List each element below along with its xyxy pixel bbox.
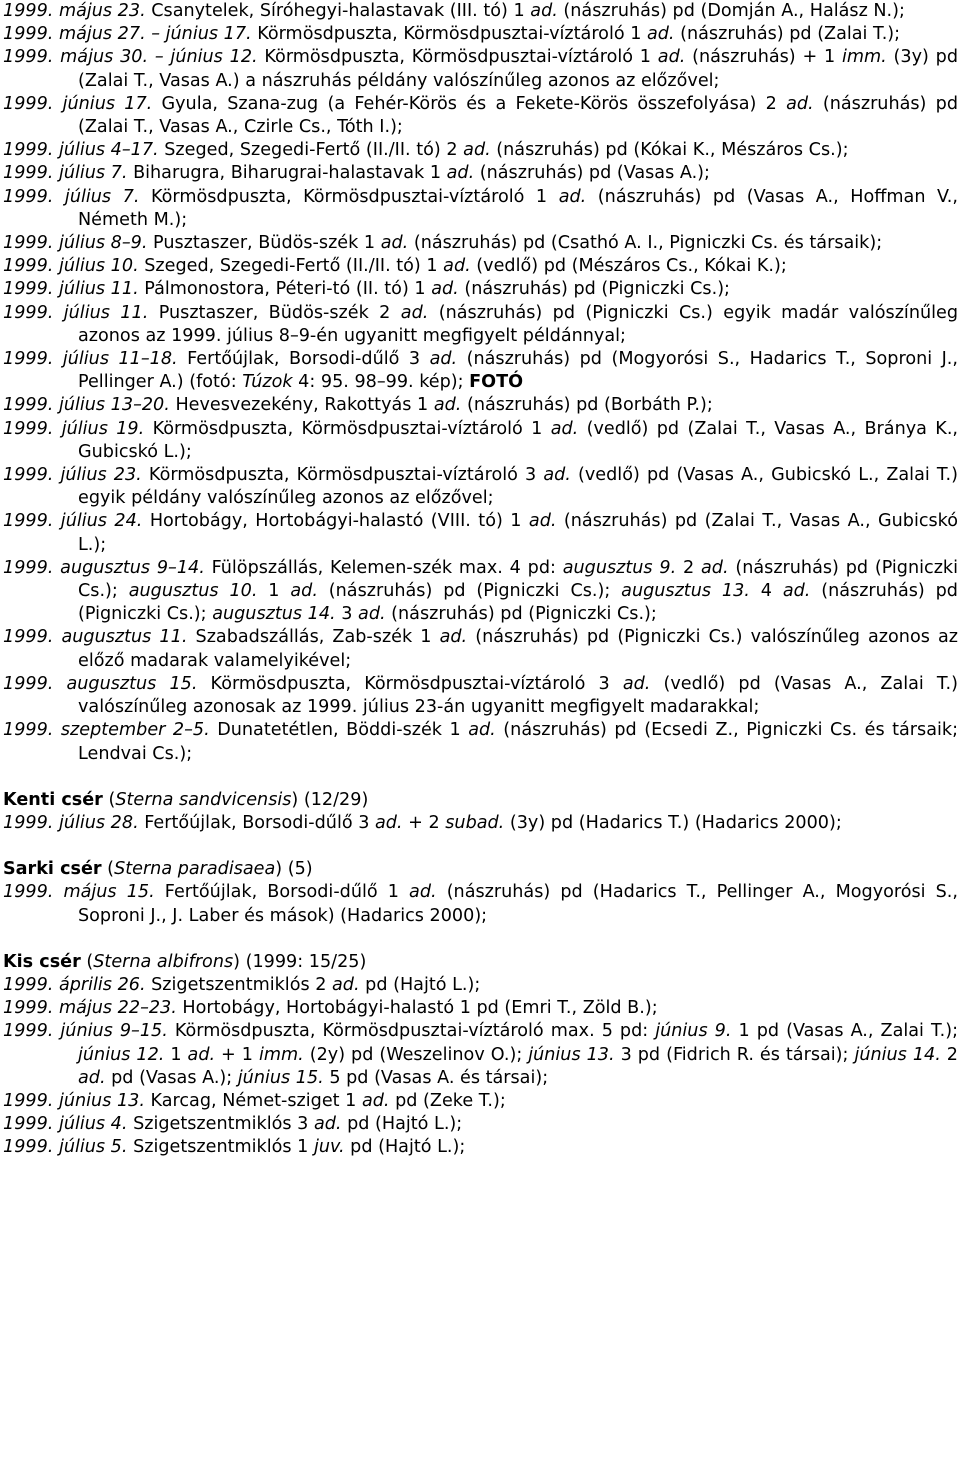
italic-text: 1999. július 7. (3, 186, 140, 207)
text-run: Hevesvezekény, Rakottyás 1 (169, 395, 434, 416)
section-gap (3, 928, 958, 951)
text-run: (nászruhás) pd (Ecsedi Z., Pigniczki Cs. és társaik; Lendvai Cs.); (78, 720, 958, 764)
observation-list (3, 812, 958, 835)
italic-text: ad. (446, 163, 475, 184)
observation-list (3, 881, 958, 927)
text-run: 3 (335, 604, 359, 625)
italic-text: 1999. június 13. (3, 1090, 145, 1111)
italic-text: Sterna sandvicensis (115, 789, 292, 810)
italic-text: 1999. május 30. – június 12. (3, 47, 258, 68)
italic-text: 1999. szeptember 2–5. (3, 720, 210, 741)
text-run: (vedlő) pd (Vasas A., Gubicskó L., Zalai T.) egyik példány valószínűleg azonos az előzővel; (78, 465, 958, 509)
observation-entry (3, 93, 958, 139)
species-heading (3, 858, 958, 881)
text-run: (nászruhás) + 1 (685, 47, 842, 68)
observation-entry (3, 997, 958, 1020)
text-run: Dunatetétlen, Böddi-szék 1 (209, 720, 469, 741)
italic-text: imm. (258, 1044, 304, 1065)
italic-text: 1999. július 13–20. (3, 395, 170, 416)
italic-text: 1999. július 11. (3, 279, 139, 300)
text-run: Körmösdpuszta, Körmösdpusztai-víztároló max. 5 pd: (167, 1021, 656, 1042)
italic-text: Sterna paradisaea (114, 859, 276, 880)
italic-text: ad. (439, 627, 468, 648)
observation-entry (3, 510, 958, 556)
text-run: 1 pd (Vasas A., Zalai T.); (731, 1021, 959, 1042)
text-run: ( (80, 951, 94, 972)
italic-text: ad. (313, 1114, 342, 1135)
text-run: (nászruhás) pd (Csathó A. I., Pigniczki Cs. és társaik); (408, 233, 883, 254)
italic-text: ad. (361, 1090, 390, 1111)
observation-entry (3, 557, 958, 627)
text-run: Fertőújlak, Borsodi-dűlő 3 (138, 812, 375, 833)
observation-entry (3, 139, 958, 162)
text-run: + 1 (215, 1044, 259, 1065)
italic-text: Túzok (242, 372, 293, 393)
italic-text: ad. (558, 186, 587, 207)
observation-entry (3, 974, 958, 997)
observation-list-continued (3, 0, 958, 766)
species-section-kis-cser (3, 951, 958, 1160)
observation-entry (3, 348, 958, 394)
text-run: Fertőújlak, Borsodi-dűlő 1 (154, 882, 410, 903)
observation-entry (3, 46, 958, 92)
text-run: (nászruhás) pd (Kókai K., Mészáros Cs.); (490, 140, 849, 161)
text-run: (3y) pd (Zalai T., Vasas A.) a nászruhás példány valószínűleg azonos az előzővel; (78, 47, 959, 91)
italic-text: ad. (431, 279, 459, 300)
species-section-kenti-cser (3, 789, 958, 835)
text-run: (nászruhás) pd (Zalai T.); (674, 24, 901, 45)
observation-entry (3, 1113, 958, 1136)
text-run: 3 pd (Fidrich R. és társai); (614, 1044, 855, 1065)
observation-entry (3, 1136, 958, 1159)
italic-text: ad. (380, 233, 409, 254)
text-run: Hortobágy, Hortobágyi-halastó 1 pd (Emri T., Zöld B.); (176, 998, 658, 1019)
bold-text: Sarki csér (3, 859, 102, 880)
text-run: ( (102, 789, 116, 810)
observation-entry (3, 673, 958, 719)
italic-text: 1999. augusztus 9–14. (3, 557, 205, 578)
text-run: Szigetszentmiklós 3 (127, 1114, 314, 1135)
text-run: + 2 (402, 812, 446, 833)
text-run: 2 (940, 1044, 958, 1065)
text-run: (nászruhás) pd (Pigniczki Cs.); (385, 604, 657, 625)
italic-text: ad. (657, 47, 686, 68)
italic-text: június 13. (528, 1044, 615, 1065)
italic-text: június 14. (854, 1044, 941, 1065)
observation-entry (3, 1020, 958, 1090)
italic-text: ad. (332, 974, 360, 995)
observation-entry (3, 464, 958, 510)
italic-text: június 15. (237, 1067, 324, 1088)
text-run: pd (Vasas A.); (105, 1067, 238, 1088)
italic-text: ad. (409, 882, 437, 903)
text-run: (nászruhás) pd (Hadarics T., Pellinger A., Mogyorósi S., Soproni J., J. Laber és mások) (Hadarics 2000); (78, 882, 958, 926)
italic-text: 1999. július 24. (3, 511, 143, 532)
italic-text: 1999. augusztus 11. (3, 627, 188, 648)
italic-text: ad. (622, 673, 651, 694)
observation-entry (3, 394, 958, 417)
text-run: Szigetszentmiklós 1 (127, 1137, 314, 1158)
text-run: (3y) pd (Hadarics T.) (Hadarics 2000); (504, 812, 842, 833)
italic-text: ad. (701, 557, 729, 578)
text-run: (2y) pd (Weszelinov O.); (303, 1044, 529, 1065)
text-run: ) (1999: 15/25) (233, 951, 367, 972)
text-run: 5 pd (Vasas A. és társai); (323, 1067, 549, 1088)
text-run: (nászruhás) pd (Pigniczki Cs.) egyik madár valószínűleg azonos az 1999. július 8–9-én ugyanitt megfigyelt példánnyal; (78, 302, 958, 346)
text-run: Pálmonostora, Péteri-tó (II. tó) 1 (138, 279, 432, 300)
italic-text: ad. (468, 720, 496, 741)
text-run: Pusztaszer, Büdös-szék 1 (147, 233, 381, 254)
italic-text: ad. (429, 349, 458, 370)
bold-text: FOTÓ (469, 372, 524, 393)
observation-entry (3, 1090, 958, 1113)
observation-entry (3, 23, 958, 46)
text-run: (nászruhás) pd (Pigniczki Cs.) valószínűleg azonos az előző madarak valamelyikével; (78, 627, 958, 671)
italic-text: 1999. július 8–9. (3, 233, 148, 254)
text-run: Körmösdpuszta, Körmösdpusztai-víztároló 1 (251, 24, 647, 45)
italic-text: 1999. április 26. (3, 974, 146, 995)
italic-text: június 9. (655, 1021, 732, 1042)
italic-text: Sterna albifrons (93, 951, 234, 972)
italic-text: subad. (445, 812, 505, 833)
text-run: ) (12/29) (291, 789, 369, 810)
text-run: Pusztaszer, Büdös-szék 2 (148, 302, 401, 323)
italic-text: augusztus 10. (128, 581, 258, 602)
italic-text: augusztus 14. (212, 604, 336, 625)
text-run: (nászruhás) pd (Borbáth P.); (461, 395, 713, 416)
italic-text: ad. (786, 93, 814, 114)
observation-entry (3, 186, 958, 232)
italic-text: 1999. július 4–17. (3, 140, 159, 161)
italic-text: ad. (550, 418, 579, 439)
text-run: (nászruhás) pd (Zalai T., Vasas A., Gubicskó L.); (78, 511, 959, 555)
italic-text: ad. (433, 395, 462, 416)
italic-text: 1999. július 11. (3, 302, 149, 323)
section-gap (3, 766, 958, 789)
text-run: pd (Hajtó L.); (341, 1114, 463, 1135)
observation-entry (3, 626, 958, 672)
italic-text: juv. (313, 1137, 345, 1158)
italic-text: ad. (530, 1, 558, 21)
italic-text: június 12. (78, 1044, 165, 1065)
italic-text: ad. (290, 581, 318, 602)
text-run: Hortobágy, Hortobágyi-halastó (VIII. tó) 1 (142, 511, 529, 532)
italic-text: 1999. július 10. (3, 256, 139, 277)
bold-text: Kenti csér (3, 789, 103, 810)
italic-text: 1999. május 22–23. (3, 998, 177, 1019)
section-gap (3, 835, 958, 858)
text-run: (nászruhás) pd (Pigniczki Cs.); (78, 581, 958, 625)
italic-text: 1999. július 11–18. (3, 349, 178, 370)
text-run: pd (Hajtó L.); (344, 1137, 466, 1158)
italic-text: 1999. május 15. (3, 882, 155, 903)
italic-text: 1999. május 23. (3, 1, 146, 21)
italic-text: ad. (374, 812, 403, 833)
italic-text: ad. (646, 24, 675, 45)
italic-text: ad. (443, 256, 471, 277)
italic-text: ad. (400, 302, 429, 323)
text-run: (nászruhás) pd (Pigniczki Cs.); (458, 279, 730, 300)
italic-text: 1999. július 4. (3, 1114, 128, 1135)
text-run: Szeged, Szegedi-Fertő (II./II. tó) 1 (138, 256, 444, 277)
observation-entry (3, 278, 958, 301)
observation-list (3, 974, 958, 1160)
italic-text: 1999. június 17. (3, 93, 153, 114)
text-run: (vedlő) pd (Zalai T., Vasas A., Bránya K., Gubicskó L.); (78, 418, 958, 462)
observation-entry (3, 302, 958, 348)
italic-text: ad. (463, 140, 491, 161)
italic-text: imm. (841, 47, 887, 68)
italic-text: 1999. május 27. – június 17. (3, 24, 252, 45)
italic-text: 1999. július 19. (3, 418, 145, 439)
italic-text: augusztus 9. (562, 557, 677, 578)
italic-text: augusztus 13. (621, 581, 750, 602)
text-run: (vedlő) pd (Vasas A., Zalai T.) valószínűleg azonosak az 1999. július 23-án ugyanitt megfigyelt madarakkal; (78, 673, 958, 718)
italic-text: 1999. július 28. (3, 812, 139, 833)
observation-entry (3, 881, 958, 927)
italic-text: ad. (187, 1044, 216, 1065)
text-run: (nászruhás) pd (Pigniczki Cs.); (78, 557, 959, 602)
text-run: Szigetszentmiklós 2 (145, 974, 333, 995)
italic-text: ad. (528, 511, 557, 532)
text-run: Csanytelek, Síróhegyi-halastavak (III. tó) 1 (145, 1, 531, 21)
text-run: Körmösdpuszta, Körmösdpusztai-víztároló 1 (257, 47, 658, 68)
observation-entry (3, 255, 958, 278)
text-run: Körmösdpuszta, Körmösdpusztai-víztároló 3 (197, 673, 623, 694)
observation-entry (3, 418, 958, 464)
observation-entry (3, 812, 958, 835)
text-run: (nászruhás) pd (Pigniczki Cs.); (317, 581, 622, 602)
text-run: Körmösdpuszta, Körmösdpusztai-víztároló 1 (139, 186, 559, 207)
text-run: (nászruhás) pd (Domján A., Halász N.); (557, 1, 905, 21)
observation-entry (3, 232, 958, 255)
italic-text: ad. (782, 581, 811, 602)
text-run: 1 (257, 581, 291, 602)
text-run: Szeged, Szegedi-Fertő (II./II. tó) 2 (158, 140, 464, 161)
text-run: Körmösdpuszta, Körmösdpusztai-víztároló 3 (141, 465, 544, 486)
text-run: 2 (676, 557, 701, 578)
text-run: 4: 95. 98–99. kép); (292, 372, 470, 393)
italic-text: ad. (543, 465, 571, 486)
italic-text: 1999. június 9–15. (3, 1021, 168, 1042)
italic-text: 1999. július 7. (3, 163, 128, 184)
text-run: Gyula, Szana-zug (a Fehér-Körös és a Fekete-Körös összefolyása) 2 (152, 93, 787, 114)
text-run: Karcag, Német-sziget 1 (144, 1090, 362, 1111)
text-run: Szabadszállás, Zab-szék 1 (187, 627, 440, 648)
italic-text: 1999. július 5. (3, 1137, 128, 1158)
text-run: (nászruhás) pd (Vasas A.); (474, 163, 710, 184)
text-run: pd (Hajtó L.); (359, 974, 481, 995)
italic-text: ad. (358, 604, 386, 625)
text-run: (nászruhás) pd (Zalai T., Vasas A., Czirle Cs., Tóth I.); (78, 93, 958, 138)
italic-text: 1999. augusztus 15. (3, 673, 198, 694)
text-run: Fertőújlak, Borsodi-dűlő 3 (177, 349, 430, 370)
species-heading (3, 951, 958, 974)
observation-entry (3, 719, 958, 765)
observation-entry (3, 162, 958, 185)
italic-text: ad. (78, 1067, 106, 1088)
text-run: ) (5) (275, 859, 313, 880)
italic-text: 1999. július 23. (3, 465, 142, 486)
bold-text: Kis csér (3, 951, 81, 972)
species-heading (3, 789, 958, 812)
text-run: Körmösdpuszta, Körmösdpusztai-víztároló 1 (144, 418, 551, 439)
text-run: 4 (749, 581, 783, 602)
text-run: Biharugra, Biharugrai-halastavak 1 (127, 163, 447, 184)
text-run: (vedlő) pd (Mészáros Cs., Kókai K.); (470, 256, 787, 277)
species-section-sarki-cser (3, 858, 958, 928)
text-run: ( (101, 859, 115, 880)
text-run: (nászruhás) pd (Mogyorósi S., Hadarics T., Soproni J., Pellinger A.) (fotó: (78, 349, 958, 393)
observation-entry (3, 0, 958, 23)
text-run: (nászruhás) pd (Vasas A., Hoffman V., Németh M.); (78, 186, 958, 230)
text-run: 1 (164, 1044, 188, 1065)
text-run: Fülöpszállás, Kelemen-szék max. 4 pd: (204, 557, 563, 578)
text-run: pd (Zeke T.); (389, 1090, 506, 1111)
